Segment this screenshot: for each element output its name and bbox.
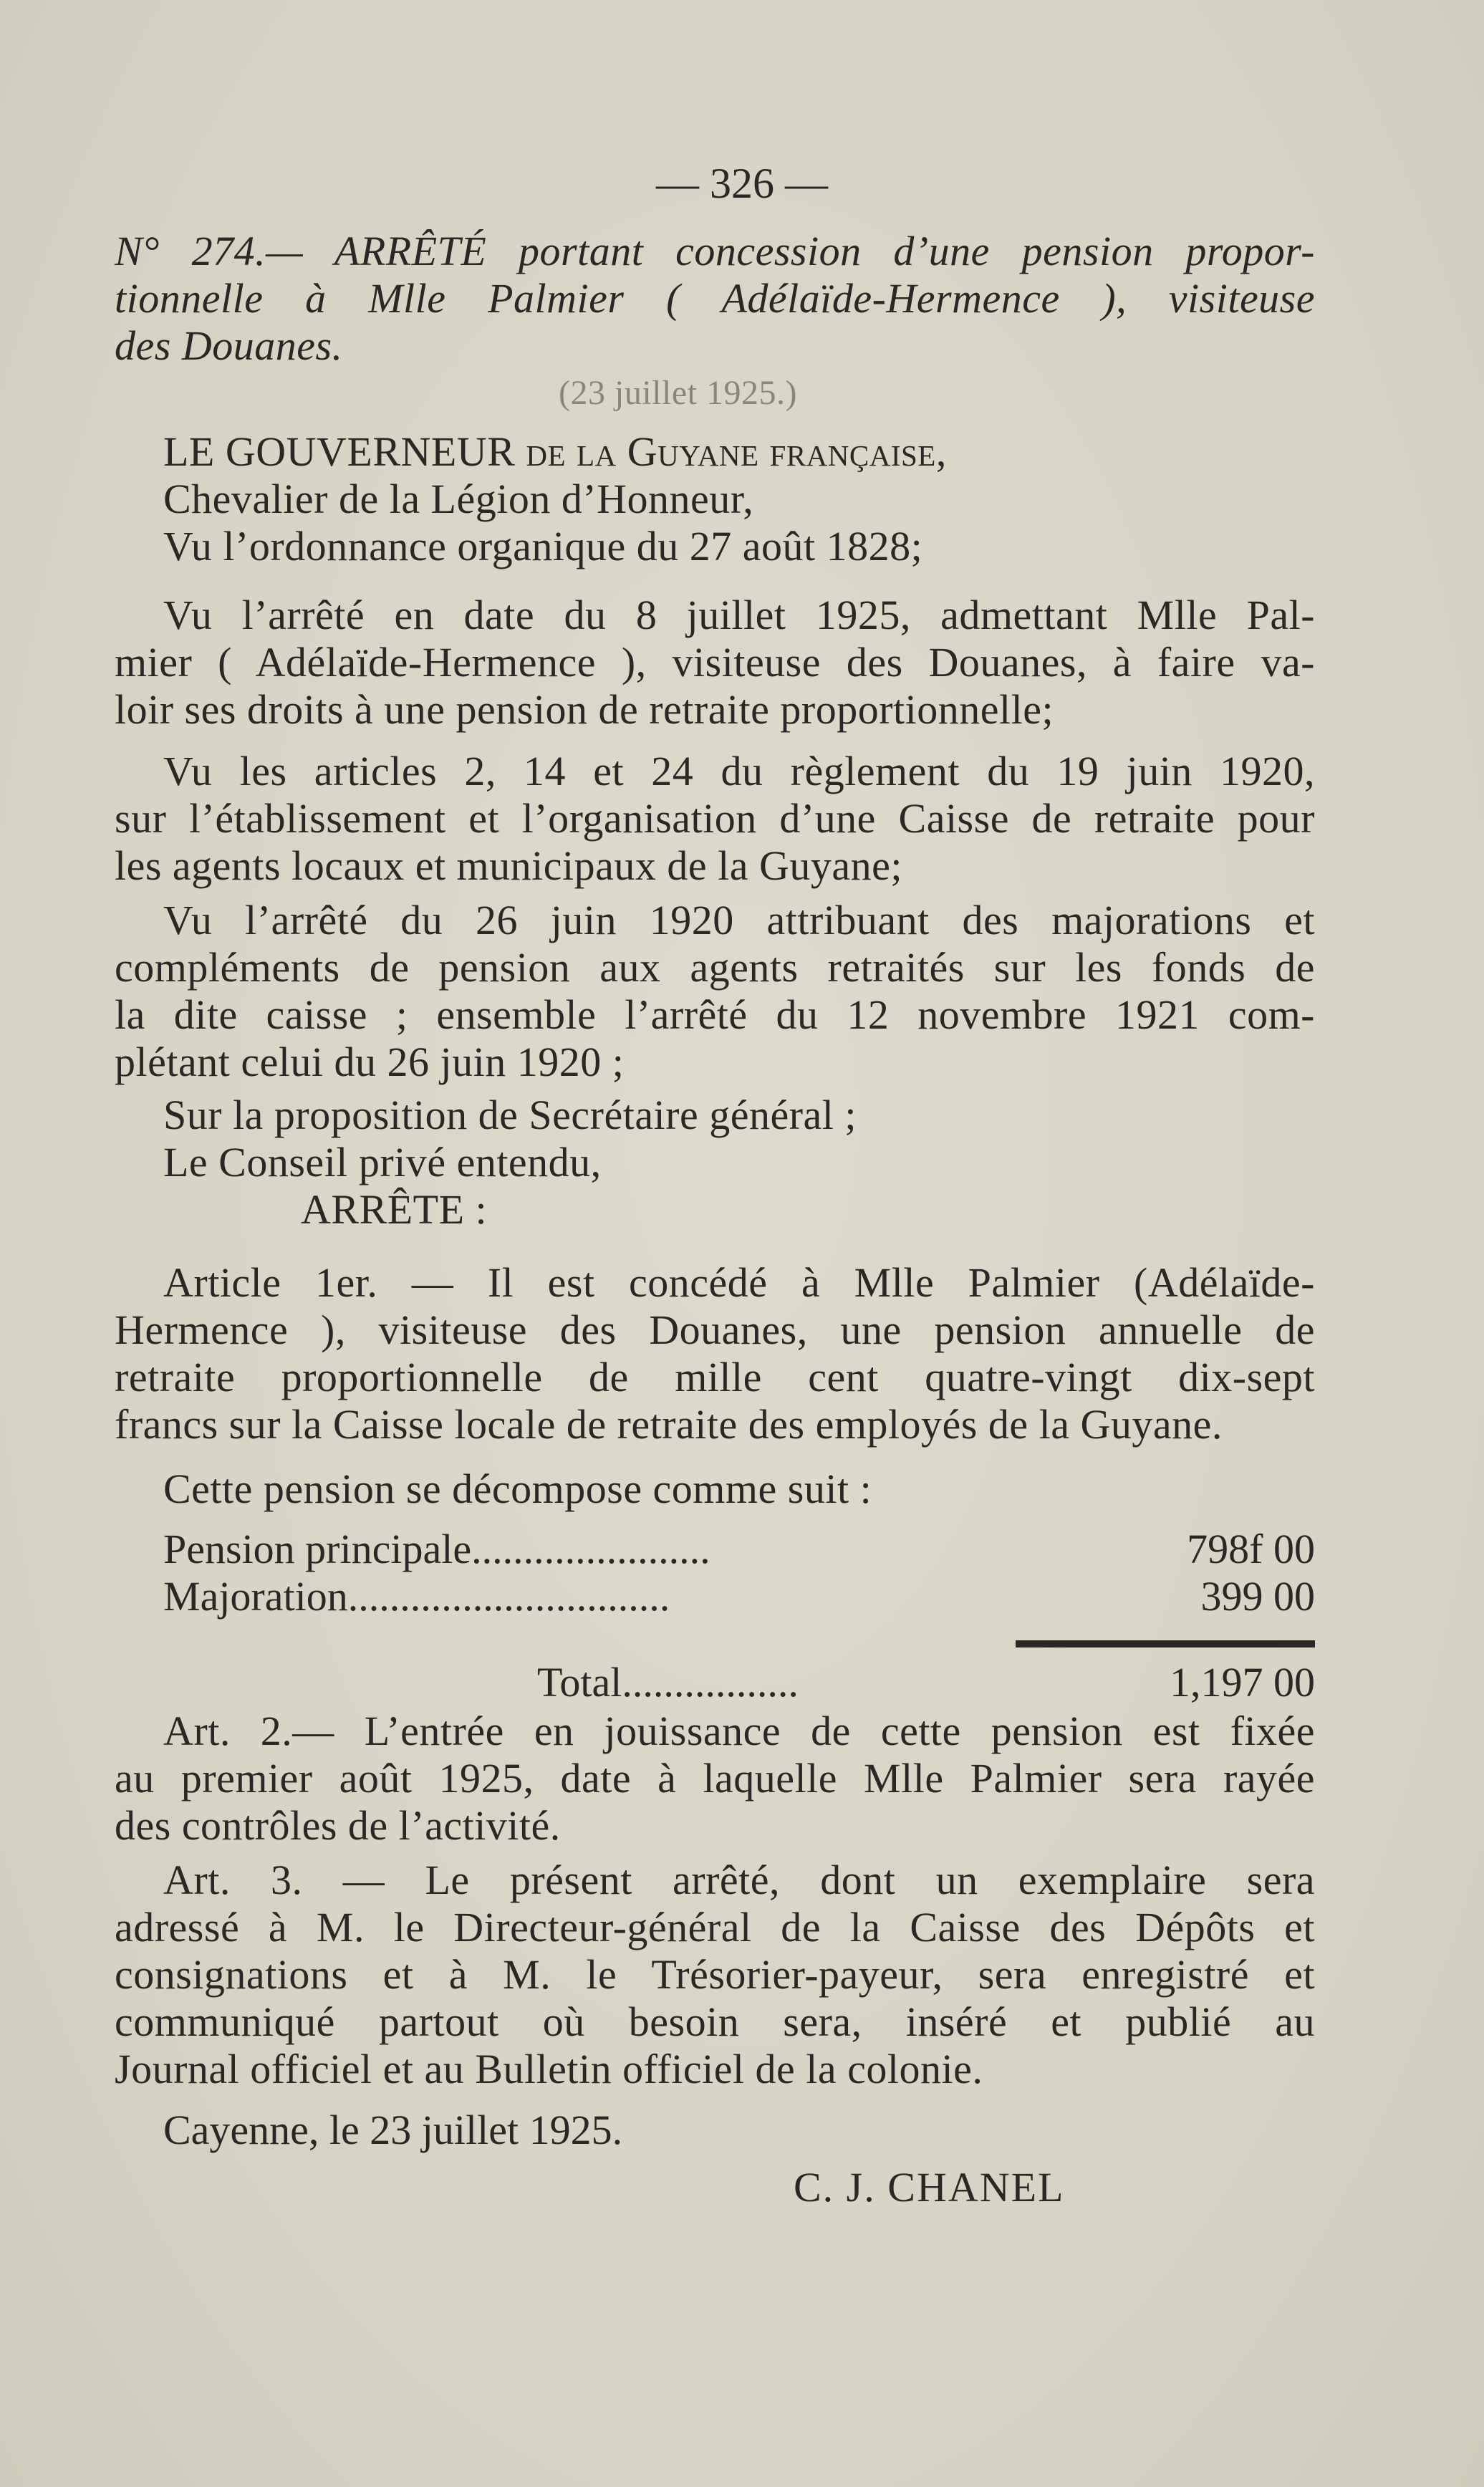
art3-line-5: Journal officiel et au Bulletin officiel de la colonie. bbox=[115, 2046, 983, 2092]
preamble bbox=[115, 428, 1315, 570]
article-2 bbox=[115, 1708, 1315, 1849]
closing-place-date: Cayenne, le 23 juillet 1925. bbox=[163, 2107, 623, 2153]
decree-date: (23 juillet 1925.) bbox=[559, 374, 797, 412]
header-line-1: N° 274.— ARRÊTÉ portant concession d’une pension propor- bbox=[115, 228, 1315, 274]
signature: C. J. CHANEL bbox=[794, 2164, 1065, 2211]
art3-line-4: communiqué partout où besoin sera, inséré et publié au bbox=[115, 1998, 1315, 2045]
total-label: Total................. bbox=[537, 1659, 799, 1706]
header-line-2: tionnelle à Mlle Palmier ( Adélaïde-Hermence ), visiteuse bbox=[115, 275, 1315, 322]
paragraph-1 bbox=[115, 592, 1315, 733]
table-row bbox=[163, 1526, 1315, 1573]
p1-line-2: mier ( Adélaïde-Hermence ), visiteuse des Douanes, à faire va- bbox=[115, 639, 1315, 686]
article-1 bbox=[115, 1259, 1315, 1448]
art3-line-2: adressé à M. le Directeur-général de la Caisse des Dépôts et bbox=[115, 1904, 1315, 1950]
total-row bbox=[537, 1659, 1315, 1706]
decree-header bbox=[115, 228, 1315, 417]
pension-principale-amount: 798f 00 bbox=[1187, 1526, 1315, 1572]
p2-line-1: Vu les articles 2, 14 et 24 du règlement du 19 juin 1920, bbox=[163, 748, 1315, 794]
page-number: — 326 — bbox=[656, 160, 828, 207]
preamble-line-1: LE GOUVERNEUR de la Guyane française, bbox=[163, 428, 947, 475]
art2-line-3: des contrôles de l’activité. bbox=[115, 1802, 561, 1849]
art2-line-2: au premier août 1925, date à laquelle Mlle Palmier sera rayée bbox=[115, 1755, 1315, 1801]
pension-principale-label: Pension principale....................... bbox=[163, 1526, 710, 1572]
p3-line-4: plétant celui du 26 juin 1920 ; bbox=[115, 1039, 625, 1085]
p2-line-2: sur l’établissement et l’organisation d’une Caisse de retraite pour bbox=[115, 795, 1315, 842]
paragraph-2 bbox=[115, 748, 1315, 890]
article-3 bbox=[115, 1857, 1315, 2093]
preamble-line-3: Vu l’ordonnance organique du 27 août 1828; bbox=[163, 523, 923, 569]
p1-line-1: Vu l’arrêté en date du 8 juillet 1925, admettant Mlle Pal- bbox=[163, 592, 1315, 638]
p3-line-2: compléments de pension aux agents retraités sur les fonds de bbox=[115, 944, 1315, 991]
preamble-line-2: Chevalier de la Légion d’Honneur, bbox=[163, 476, 754, 522]
art1-line-4: francs sur la Caisse locale de retraite des employés de la Guyane. bbox=[115, 1401, 1223, 1448]
p4-line: Sur la proposition de Secrétaire général ; bbox=[163, 1092, 857, 1138]
art1-line-2: Hermence ), visiteuse des Douanes, une pension annuelle de bbox=[115, 1307, 1315, 1353]
art3-line-3: consignations et à M. le Trésorier-payeur, sera enregistré et bbox=[115, 1951, 1315, 1998]
header-line-3: des Douanes. bbox=[115, 322, 343, 369]
paragraph-3 bbox=[115, 897, 1315, 1086]
p3-line-3: la dite caisse ; ensemble l’arrêté du 12 novembre 1921 com- bbox=[115, 991, 1315, 1038]
decomposition-intro bbox=[115, 1466, 1315, 1513]
p1-line-3: loir ses droits à une pension de retraite proportionnelle; bbox=[115, 686, 1054, 733]
art1-line-3: retraite proportionnelle de mille cent quatre-vingt dix-sept bbox=[115, 1354, 1315, 1400]
total-amount: 1,197 00 bbox=[1170, 1659, 1315, 1706]
art3-line-1: Art. 3. — Le présent arrêté, dont un exemplaire sera bbox=[163, 1857, 1315, 1903]
majoration-amount: 399 00 bbox=[1200, 1573, 1315, 1620]
majoration-label: Majoration............................... bbox=[163, 1573, 670, 1620]
arrete-heading: ARRÊTE : bbox=[301, 1186, 488, 1233]
art2-line-1: Art. 2.— L’entrée en jouissance de cette pension est fixée bbox=[163, 1708, 1315, 1754]
paragraph-4-5 bbox=[115, 1092, 1315, 1233]
p3-line-1: Vu l’arrêté du 26 juin 1920 attribuant des majorations et bbox=[163, 897, 1315, 943]
table-row bbox=[163, 1573, 1315, 1620]
total-rule bbox=[1016, 1640, 1315, 1647]
p5-line: Le Conseil privé entendu, bbox=[163, 1139, 602, 1185]
art1-line-1: Article 1er. — Il est concédé à Mlle Palmier (Adélaïde- bbox=[163, 1259, 1315, 1306]
decomposition-line: Cette pension se décompose comme suit : bbox=[163, 1466, 872, 1512]
p2-line-3: les agents locaux et municipaux de la Guyane; bbox=[115, 842, 902, 889]
